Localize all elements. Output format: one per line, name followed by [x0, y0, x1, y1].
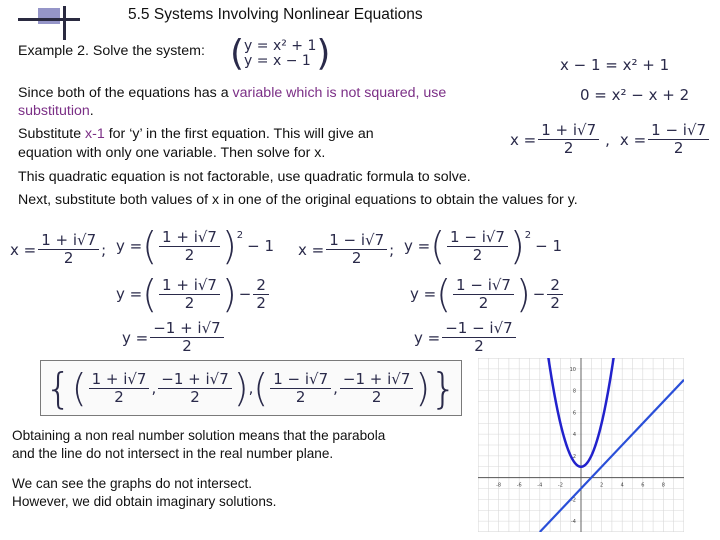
solution-set-box: { ( $\frac{1 + i√7}{2}$ , $\frac{-1 + i√7}{2}$ ) , ( $\frac{1 - i√7}{2}$ , $\frac{-1 + i√7}{2}$ ) }: [40, 360, 462, 416]
minus-one: − 1: [535, 237, 563, 255]
x-tick-label: -2: [557, 482, 563, 489]
numerator: −1 − i√7: [442, 320, 516, 338]
conclusion-line-2: and the line do not intersect in the real number plane.: [12, 446, 334, 461]
step-substituted-equation: x − 1 = x² + 1: [560, 56, 670, 74]
denominator: 2: [190, 387, 200, 406]
y-tick-label: 10: [569, 366, 576, 373]
numerator: 1 − i√7: [326, 232, 387, 250]
denominator: 2: [256, 293, 266, 312]
denominator: 2: [472, 245, 483, 264]
solution-2-x: [270, 371, 331, 406]
quadratic-solutions: [510, 122, 711, 157]
fraction-x2: [447, 229, 508, 264]
y-tick-label: 6: [572, 410, 576, 417]
numerator: 2: [547, 277, 563, 295]
y-equals: y =: [122, 328, 149, 347]
text-segment: .: [89, 103, 94, 119]
paragraph-line-1: [18, 84, 446, 102]
x-equals: x =: [510, 130, 537, 149]
conclusion-line-4: However, we did obtain imaginary solutions.: [12, 494, 277, 509]
x-tick-label: 4: [620, 482, 624, 489]
system-of-equations: [230, 33, 331, 74]
highlight-x-minus-1: x-1: [85, 126, 105, 142]
paragraph-line-2: [18, 102, 94, 120]
fraction-x2: [326, 232, 387, 267]
comma: ,: [605, 130, 610, 149]
x-equals: x =: [10, 240, 37, 259]
exponent: 2: [236, 230, 244, 241]
denominator: 2: [184, 245, 195, 264]
numerator: 1 − i√7: [447, 229, 508, 247]
fraction-two-halves: [253, 277, 269, 312]
left-paren: (: [71, 366, 87, 410]
conclusion-line-3: We can see the graphs do not intersect.: [12, 476, 253, 491]
right-brace: }: [430, 363, 457, 413]
denominator: 2: [550, 293, 560, 312]
text-segment: Substitute: [18, 126, 86, 142]
fraction-x2: [453, 277, 514, 312]
right-x-value: [298, 232, 394, 267]
x-equals: x =: [298, 240, 325, 259]
fraction-x1: [538, 122, 599, 157]
right-y-substitution: [404, 224, 562, 268]
numerator: −1 + i√7: [150, 320, 224, 338]
left-paren: (: [253, 366, 269, 410]
numerator: 1 + i√7: [89, 371, 150, 389]
y-tick-label: 2: [572, 453, 576, 460]
exponent: 2: [524, 230, 532, 241]
right-y-simplified: [410, 272, 565, 316]
highlight-substitution: substitution: [18, 103, 90, 119]
right-paren: ): [221, 272, 237, 316]
highlight-variable-not-squared: variable which is not squared, use: [232, 85, 447, 101]
left-brace: {: [45, 363, 72, 413]
y-equals: y =: [414, 328, 441, 347]
denominator: 2: [563, 139, 574, 157]
conclusion-line-1: Obtaining a non real number solution means that the parabola: [12, 428, 386, 443]
denominator: 2: [478, 293, 489, 312]
denominator: 2: [182, 337, 192, 355]
y-equals: y =: [116, 237, 143, 255]
example-label: Example 2. Solve the system:: [18, 43, 205, 59]
y-equals: y =: [116, 285, 143, 303]
minus: −: [238, 285, 252, 303]
x-tick-label: 2: [600, 482, 604, 489]
minus-one: − 1: [247, 237, 275, 255]
page-title: 5.5 Systems Involving Nonlinear Equations: [128, 6, 423, 23]
numerator: 1 − i√7: [648, 122, 709, 140]
fraction-x1: [38, 232, 99, 267]
numerator: −1 + i√7: [158, 371, 232, 389]
y-tick-label: 4: [572, 432, 576, 439]
denominator: 2: [63, 249, 74, 267]
x-tick-label: -8: [496, 482, 502, 489]
graph: [478, 358, 684, 532]
paragraph-line-3: [18, 125, 374, 143]
numerator: 1 − i√7: [270, 371, 331, 389]
denominator: 2: [474, 337, 484, 355]
left-y-simplified: [116, 272, 271, 316]
left-paren: (: [142, 224, 158, 268]
step-standard-form: 0 = x² − x + 2: [580, 86, 690, 104]
left-paren: (: [436, 272, 452, 316]
title-decoration-horizontal-bar: [18, 18, 80, 21]
right-paren: ): [221, 224, 237, 268]
equation-one: y = x² + 1: [244, 38, 317, 54]
fraction-y2: [442, 320, 516, 355]
denominator: 2: [673, 139, 684, 157]
numerator: 1 + i√7: [538, 122, 599, 140]
right-paren: ): [415, 366, 431, 410]
denominator: 2: [114, 387, 124, 406]
numerator: 1 − i√7: [453, 277, 514, 295]
y-tick-label: 8: [572, 388, 576, 395]
numerator: 1 + i√7: [159, 277, 220, 295]
equation-two: y = x − 1: [244, 53, 311, 69]
solution-2-y: [340, 371, 414, 406]
denominator: 2: [371, 387, 382, 406]
fraction-y1: [150, 320, 224, 355]
denominator: 2: [184, 293, 195, 312]
denominator: 2: [351, 249, 362, 267]
title-decoration-square: [38, 8, 60, 24]
numerator: 2: [253, 277, 269, 295]
numerator: 1 + i√7: [159, 229, 220, 247]
fraction-two-halves: [547, 277, 563, 312]
denominator: 2: [295, 387, 306, 406]
text-segment: Since both of the equations has a: [18, 85, 233, 101]
semicolon: ;: [389, 240, 395, 259]
semicolon: ;: [101, 240, 107, 259]
fraction-x2: [648, 122, 709, 157]
left-paren: (: [142, 272, 158, 316]
left-y-substitution: [116, 224, 274, 268]
y-equals: y =: [410, 285, 437, 303]
numerator: 1 + i√7: [38, 232, 99, 250]
x-tick-label: -4: [537, 482, 543, 489]
paragraph-line-4: equation with only one variable. Then solve for x.: [18, 145, 326, 161]
paragraph-line-5: This quadratic equation is not factorable, use quadratic formula to solve.: [18, 169, 471, 185]
minus: −: [532, 285, 546, 303]
left-paren: (: [230, 33, 245, 74]
x-tick-label: -6: [516, 482, 522, 489]
right-paren: ): [515, 272, 531, 316]
left-paren: (: [430, 224, 446, 268]
fraction-x1: [159, 229, 220, 264]
right-paren: ): [509, 224, 525, 268]
x-equals: x =: [619, 130, 647, 149]
y-tick-label: -4: [571, 519, 576, 526]
title-decoration-vertical-bar: [63, 6, 66, 40]
text-segment: for ‘y’ in the first equation. This will give an: [104, 126, 374, 142]
left-y-result: [122, 320, 226, 355]
x-tick-label: 6: [641, 482, 645, 489]
solution-1-x: [89, 371, 150, 406]
fraction-x1: [159, 277, 220, 312]
right-paren: ): [316, 33, 331, 74]
right-paren: ): [233, 366, 249, 410]
numerator: −1 + i√7: [340, 371, 414, 389]
y-equals: y =: [404, 237, 431, 255]
paragraph-line-6: Next, substitute both values of x in one of the original equations to obtain the values for y.: [18, 192, 578, 208]
x-tick-label: 8: [661, 482, 665, 489]
right-y-result: [414, 320, 518, 355]
y-tick-label: -2: [571, 497, 576, 504]
solution-1-y: [158, 371, 232, 406]
left-x-value: [10, 232, 106, 267]
